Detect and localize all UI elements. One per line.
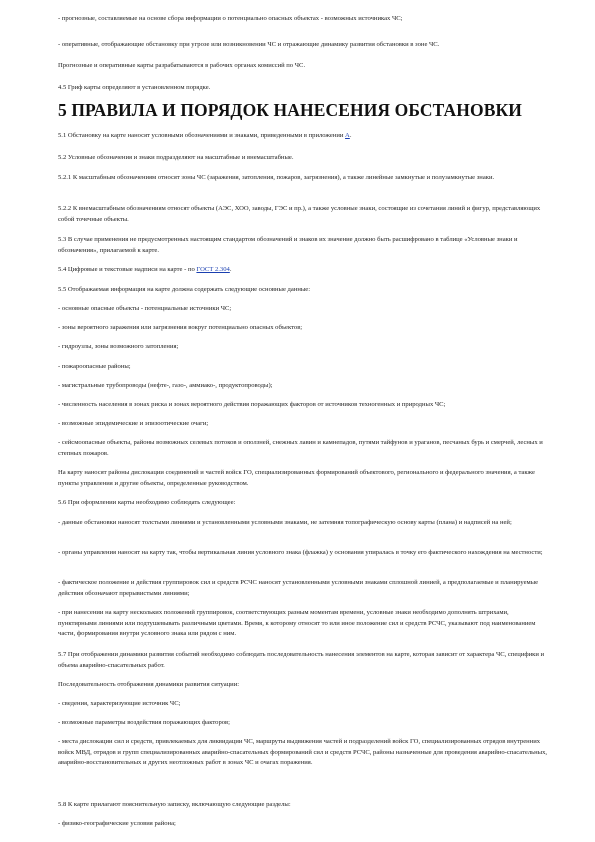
paragraph xyxy=(58,265,548,276)
list-item: - сведения, характеризующие источник ЧС; xyxy=(58,700,181,707)
paragraph: 5.2.2 К внемасштабным обозначениям относят объекты (АЭС, ХОО, заводы, ГЭС и пр.), а также условные знаки, состоящие из сочетания линий и фигур, представляющих собой точечные объекты. xyxy=(58,205,541,223)
paragraph-text: 5.4 Цифровые и текстовые надписи на карте - по xyxy=(58,266,197,273)
paragraph-tail: . xyxy=(229,266,232,273)
list-item: - магистральные трубопроводы (нефте-, газо-, аммиако-, продуктопроводы); xyxy=(58,382,273,389)
paragraph-text: 5.1 Обстановку на карте наносят условными обозначениями и знаками, приведенными в приложении xyxy=(58,132,346,139)
paragraph: - оперативные, отображающие обстановку при угрозе или возникновении ЧС и отражающие динамику развития обстановки в зоне ЧС. xyxy=(58,41,440,48)
section-heading: 5 ПРАВИЛА И ПОРЯДОК НАНЕСЕНИЯ ОБСТАНОВКИ xyxy=(58,100,522,120)
list-item: - возможные эпидемические и эпизоотические очаги; xyxy=(58,420,209,427)
list-item: - основные опасные объекты - потенциальные источники ЧС; xyxy=(58,305,232,312)
paragraph-tail: . xyxy=(349,132,352,139)
appendix-link[interactable]: А xyxy=(345,132,350,139)
list-item: - места дислокации сил и средств, привлекаемых для ликвидации ЧС, маршруты выдвижения частей и подразделений войск ГО, специализированных отрядов внутренних войск МВД, отрядов и групп специализированных аварийно-спасательных формирований сил и средств РСЧС, районы назначенные для проведения аварийно-спасательных, аварийно-восстановительных и других неотложных работ в зонах ЧС и очагах поражения. xyxy=(58,738,548,766)
list-item: - зоны вероятного заражения или загрязнения вокруг потенциально опасных объектов; xyxy=(58,324,303,331)
list-item: - при нанесении на карту нескольких положений группировок, соответствующих разным моментам времени, условные знаки необходимо дополнять штрихами, пунктирными линиями или подтушевывать различными цветами. Время, к которому относят то или иное положение сил и средств РСЧС, указывают под наименованием части, формирования внутри условного знака или рядом с ним. xyxy=(58,609,536,637)
paragraph: Последовательность отображения динамики развития ситуации: xyxy=(58,681,240,688)
list-item: - фактическое положение и действия группировок сил и средств РСЧС наносят установленными условными знаками сплошной линией, а предполагаемые и планируемые действия обозначают прерывистыми линиями; xyxy=(58,579,539,597)
gost-link[interactable]: ГОСТ 2.304 xyxy=(196,266,230,273)
paragraph: 5.2 Условные обозначения и знаки подразделяют на масштабные и внемасштабные. xyxy=(58,154,294,161)
paragraph: 5.5 Отображаемая информация на карте должна содержать следующие основные данные: xyxy=(58,286,311,293)
paragraph: - прогнозные, составляемые на основе сбора информации о потенциально опасных объектах - возможных источниках ЧС; xyxy=(58,15,403,22)
paragraph: 5.8 К карте прилагают пояснительную записку, включающую следующие разделы: xyxy=(58,801,291,808)
list-item: - физико-географические условия района; xyxy=(58,820,176,827)
paragraph: 5.6 При оформлении карты необходимо соблюдать следующее: xyxy=(58,499,236,506)
list-item: - возможные параметры воздействия поражающих факторов; xyxy=(58,719,230,726)
paragraph: 5.7 При отображении динамики развития событий необходимо соблюдать последовательность нанесения элементов на карте, которая зависит от характера ЧС, специфики и объема аварийно-спасательных работ. xyxy=(58,651,545,669)
list-item: - данные обстановки наносят толстыми линиями и установленными условными знаками, не затемняя топографическую основу карты (плана) и надписей на ней; xyxy=(58,519,512,526)
list-item: - пожароопасные районы; xyxy=(58,363,131,370)
list-item: - органы управления наносят на карту так, чтобы вертикальная линия условного знака (флажка) у основания упиралась в точку его фактического нахождения на местности; xyxy=(58,549,543,556)
paragraph: 5.2.1 К масштабным обозначениям относят зоны ЧС (заражения, затопления, пожаров, загрязнения), а также линейные замкнутые и полузамкнутые знаки. xyxy=(58,174,495,181)
paragraph xyxy=(58,131,548,142)
list-item: - сейсмоопасные объекты, районы возможных селевых потоков и оползней, снежных лавин и камнепадов, путями тайфунов и ураганов, песчаных бурь и смерчей, лесных и степных пожаров. xyxy=(58,439,543,457)
list-item: - гидроузлы, зоны возможного затопления; xyxy=(58,343,179,350)
paragraph: Прогнозные и оперативные карты разрабатываются в рабочих органах комиссий по ЧС. xyxy=(58,62,306,69)
paragraph: 4.5 Гриф карты определяют в установленном порядке. xyxy=(58,84,211,91)
paragraph: 5.3 В случае применения не предусмотренных настоящим стандартом обозначений и знаков их значение должно быть расшифровано в таблице «Условные знаки и обозначения», прилагаемой к карте. xyxy=(58,236,518,254)
paragraph: На карту наносят районы дислокации соединений и частей войск ГО, специализированных формирований объектового, регионального и федерального значения, а также пункты управления и другие объекты, определенные руководством. xyxy=(58,469,535,487)
list-item: - численность населения в зонах риска и зонах вероятного действия поражающих факторов от источников техногенных и природных ЧС; xyxy=(58,401,446,408)
